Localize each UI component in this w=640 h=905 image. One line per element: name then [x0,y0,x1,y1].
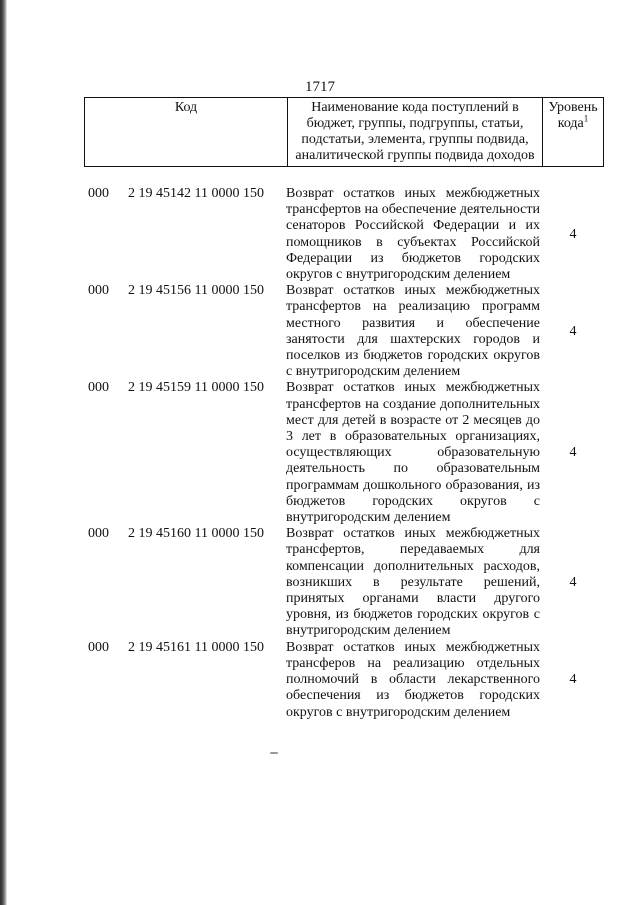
header-level [543,98,604,167]
code-level: 4 [569,226,577,242]
table-row [88,283,608,380]
table-header [84,97,604,167]
income-code: 2 19 45160 11 0000 150 [128,526,264,542]
footnote-marker: 1 [583,113,589,124]
table-row [88,526,608,639]
code-level: 4 [569,323,577,339]
income-name: Возврат остатков иных межбюджетных трансфертов на создание дополнительных мест для детей в возрасте от 2 месяцев до 3 лет в образовательных организациях, осуществляющих образовательную деятельность по образовательным программам дошкольного образования, из бюджетов городских округов с внутригородским делением [286,380,540,526]
scan-edge [0,0,7,905]
header-name: Наименование кода поступлений в бюджет, группы, подгруппы, статьи, подстатьи, элемента, группы подвида, аналитической группы подвида доходов [288,98,543,167]
admin-code: 000 [88,380,109,396]
code-level: 4 [569,672,577,688]
header-code: Код [85,98,288,167]
admin-code: 000 [88,283,109,299]
income-code: 2 19 45159 11 0000 150 [128,380,264,396]
table-row [88,640,608,721]
admin-code: 000 [88,186,109,201]
header-level-label: Уровень кода [548,100,598,131]
admin-code: 000 [88,639,109,655]
income-code: 2 19 45142 11 0000 150 [128,186,264,201]
income-code: 2 19 45161 11 0000 150 [128,639,264,655]
income-name: Возврат остатков иных межбюджетных трансфертов на реализацию программ местного развития и обеспечение занятости для шахтерских городов и поселков из бюджетов городских округов с внутригородским делением [286,283,540,380]
income-name: Возврат остатков иных межбюджетных трансфертов, передаваемых для компенсации дополнительных расходов, возникших в результате решений, принятых органами власти другого уровня, из бюджетов городских округов с внутригородским делением [286,526,540,639]
page-number: 1717 [305,79,335,95]
scan-smudge [270,752,278,754]
admin-code: 000 [88,526,109,542]
table-row [88,186,608,283]
table-row [88,380,608,526]
income-name: Возврат остатков иных межбюджетных трансферов на реализацию отдельных полномочий в области лекарственного обеспечения из бюджетов городских округов с внутригородским делением [286,639,540,720]
code-level: 4 [569,574,577,590]
income-code: 2 19 45156 11 0000 150 [128,283,264,299]
table-body [88,186,608,721]
income-name: Возврат остатков иных межбюджетных трансфертов на обеспечение деятельности сенаторов Российской Федерации и их помощников в субъектах Российской Федерации из бюджетов городских округов с внутригородским делением [286,186,540,283]
code-level: 4 [569,445,577,461]
